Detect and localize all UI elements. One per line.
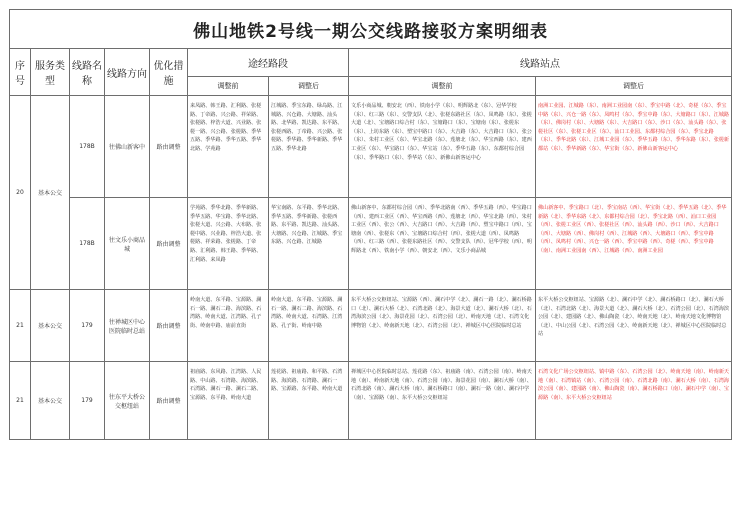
row-roads-before: 来凤路、韩王路、汇利路、张槎路、丁帝路、兴公路、祥荣路、张槎路、梓浩大道、兴业路、张槎一路、兴公路、张槎路、季华五路、季华路、季华五路、季华北路、学苑路 (188, 96, 269, 198)
row-stops-before: 文乐小商品城、朝安北（西）、铁南小学（东）、明辉路北（东）、冠华学校（东）、红三路（东）、交警支队（北）、张槎东路社区（东）、凤鸣路（东）、张槎大道（北）、宝塘路口综合村（东）、宝塘路口（东）、宝塘南（东）、张槎东（东）、上坊东路（东）、塑宝中路口（东）、大吉路（东）、大吉路口（东）、张公（东）、朱村工业区（东）、华宝北路（东）、莲塘北（东）、华宝西路（东）、建西工业区（东）、华宝路口（东）、华宝站（东）、季华五路（东）、东都村综合园（东）、季华路口（东）、季华站（东）、新佛山新客运中心 (349, 96, 536, 198)
row-direction: 往东平大桥公交枢纽站 (105, 362, 150, 440)
row-service-type: 基本公交 (31, 362, 70, 440)
header-stops-before: 调整前 (349, 77, 536, 96)
row-stops-before: 禅城区中心医院临时总站、莲花路（东）、祖庙路（南）、石湾公园（南）、岭南天地（南）、岭南新天地（南）、石湾公园（南）、海景花园（南）、澜石大桥（南）、石湾北路（南）、澜石大桥（南）、澜石桥路口（南）、澜石一路（南）、澜石中学（南）、宝源路（南）、东平大桥公交枢纽站 (349, 362, 536, 440)
header-stops: 线路站点 (349, 49, 732, 77)
row-route-name: 179 (70, 290, 105, 362)
row-seq: 20 (10, 96, 31, 290)
row-stops-after: 石湾文化广场公交枢纽站、镇中路（东）、石湾公园（北）、岭南天地（南）、岭南新天地（南）、石湾镇站（南）、石湾公园（南）、石湾北路（南）、澜石大桥（南）、石湾海滨公园（南）、建园路（南）、佛山陶瓷（南）、澜石桥路口（南）、澜石中学（南）、宝源路（南）、东平大桥公交枢纽站 (536, 362, 732, 440)
row-roads-before: 岭南大道、东平路、宝源路、澜石一路、澜石二路、海滨路、石湾路、岭南大道、江湾路、孔子街、岭南中路、庙前直街 (188, 290, 269, 362)
row-roads-after: 华宝南路、东平路、季华北路、季华五路、季华新路、张槎西路、东平路、凯达路、汕头路、大塘路、兴仓路、江城路、季宝东路、兴仓路、江城路 (269, 198, 349, 290)
row-roads-after: 莲花路、祖庙路、和平路、石湾路、海滨路、石湾路、澜石一路、宝源路、东平路、岭南大道 (269, 362, 349, 440)
row-roads-after: 江城路、季宝东路、绿岛路、江城路、兴仓路、大塘路、汕头路、北华路、凯达路、东平路、张槎西路、丁帝路、兴公路、张槎路、季华路、季华新路、季华五路、季华北路 (269, 96, 349, 198)
row-roads-after: 岭南大道、东平路、宝源路、澜石一路、澜石二路、海滨路、石湾路、岭南大道、石湾路、江湾路、孔子街、岭南中路 (269, 290, 349, 362)
header-route-name: 线路名称 (70, 49, 105, 96)
row-stops-after: 南洲工业园、江城路（东）、南洲工业园南（东）、季宝中路（北）、奇槎（东）、季宝中路（东）、兴仓一路（东）、凤鸣村（东）、季宝中路（东）、大塘路口（东）、江城路（东）、佛岗村（东）、大塘路（东）、大吉路口（东）、沙口（东）、汕头路（东）、张槎社区（东）、张槎工业区（东）、汕口工业园、东都村综合园（东）、季宝北路（东）、季华北路（东）、江城工业园（东）、季华五路（东）、季华东路（东）、张槎新都站（东）、季华新路（东）、华宝街（东）、新佛山新客运中心 (536, 96, 732, 198)
row-route-name: 178B (70, 96, 105, 198)
row-route-name: 178B (70, 198, 105, 290)
row-service-type: 基本公交 (31, 96, 70, 290)
page-title: 佛山地铁2号线一期公交线路接驳方案明细表 (10, 10, 732, 49)
row-direction: 往文乐小商品城 (105, 198, 150, 290)
header-optimization: 优化措施 (150, 49, 188, 96)
header-via-roads: 途经路段 (188, 49, 349, 77)
row-stops-after: 佛山新客中、季宝路口（北）、季宝南站（西）、华宝街（北）、季华五路（北）、季华新路（北）、季华东路（北）、东都村综合园（北）、季宝北路（西）、汕口工业园（西）、张槎工业区（西）、张槎社区（西）、汕头路（西）、沙口（西）、大吉路口（西）、大塘路（西）、佛岗村（西）、江城路（西）、大塘路口（西）、季宝中路（西）、凤鸣村（西）、兴仓一路（西）、季宝中路（西）、奇槎（西）、季宝中路（南）、南洲工业园南（西）、江城路（西）、南洲工业园 (536, 198, 732, 290)
header-roads-before: 调整前 (188, 77, 269, 96)
header-seq: 序号 (10, 49, 31, 96)
row-direction: 往佛山新客中 (105, 96, 150, 198)
row-roads-before: 祖庙路、东风路、江湾路、人民路、中山路、石湾路、海滨路、石湾路、澜石一路、澜石二路、宝源路、东平路、岭南大道 (188, 362, 269, 440)
row-seq: 21 (10, 362, 31, 440)
table-row (10, 290, 732, 362)
transit-adjustment-table (9, 9, 732, 440)
row-stops-after: 东平大桥公交枢纽站、宝源路（北）、澜石中学（北）、澜石桥路口（北）、澜石大桥（北）、石湾北路（北）、海景大道（北）、澜石大桥（北）、石湾公园（北）、石湾海滨公园（北）、建园路（北）、佛山陶瓷（北）、岭南天地（北）、岭南天地文化博物馆（北）、中山公园（北）、石湾公园（北）、岭南新天地（北）、禅城区中心医院临时总站 (536, 290, 732, 362)
row-seq: 21 (10, 290, 31, 362)
row-optimization: 路由调整 (150, 96, 188, 198)
table-row (10, 362, 732, 440)
header-roads-after: 调整后 (269, 77, 349, 96)
header-direction: 线路方向 (105, 49, 150, 96)
row-route-name: 179 (70, 362, 105, 440)
row-roads-before: 学苑路、季华北路、季华新路、季华五路、华宝路、季华北路、张槎大道、兴公路、大布路、张槎中路、兴业路、梓浩大道、张槎路、祥荣路、张槎路、丁帝路、汇利路、韩王路、季华路、汇利路、来凤路 (188, 198, 269, 290)
row-optimization: 路由调整 (150, 362, 188, 440)
row-optimization: 路由调整 (150, 198, 188, 290)
row-service-type: 基本公交 (31, 290, 70, 362)
detail-table-sheet (9, 9, 731, 440)
header-stops-after: 调整后 (536, 77, 732, 96)
table-row (10, 198, 732, 290)
table-row (10, 96, 732, 198)
row-direction: 往禅城区中心医院临时总站 (105, 290, 150, 362)
row-stops-before: 佛山新客中、东都村综合园（西）、季华北路南（西）、季华五路（西）、华宝路口（西）、建西工业区（西）、华宝西路（西）、莲塘北（西）、华宝北路（西）、朱村工业区（西）、张公（西）、大吉路口（西）、大吉路（西）、塑宝中路口（西）、宝塘南（西）、张槎东（西）、宝塘路口综合村（西）、张槎大道（西）、凤鸣路（西）、红三路（西）、张槎东路社区（西）、交警支队（西）、冠华学校（西）、明辉路北（西）、铁南小学（西）、朝安北（西）、文乐小商品城 (349, 198, 536, 290)
row-optimization: 路由调整 (150, 290, 188, 362)
row-stops-before: 东平大桥公交枢纽站、宝源路（西）、澜石中学（北）、澜石一路（北）、澜石桥路口（北）、澜石大桥（北）、石湾北路（北）、海景大道（北）、澜石大桥（北）、石湾海滨公园（北）、海景花园（北）、石湾公园（北）、岭南天地（北）、石湾文化博物馆（北）、岭南新天地（北）、石湾公园（北）、禅城区中心医院临时总站 (349, 290, 536, 362)
header-service-type: 服务类型 (31, 49, 70, 96)
